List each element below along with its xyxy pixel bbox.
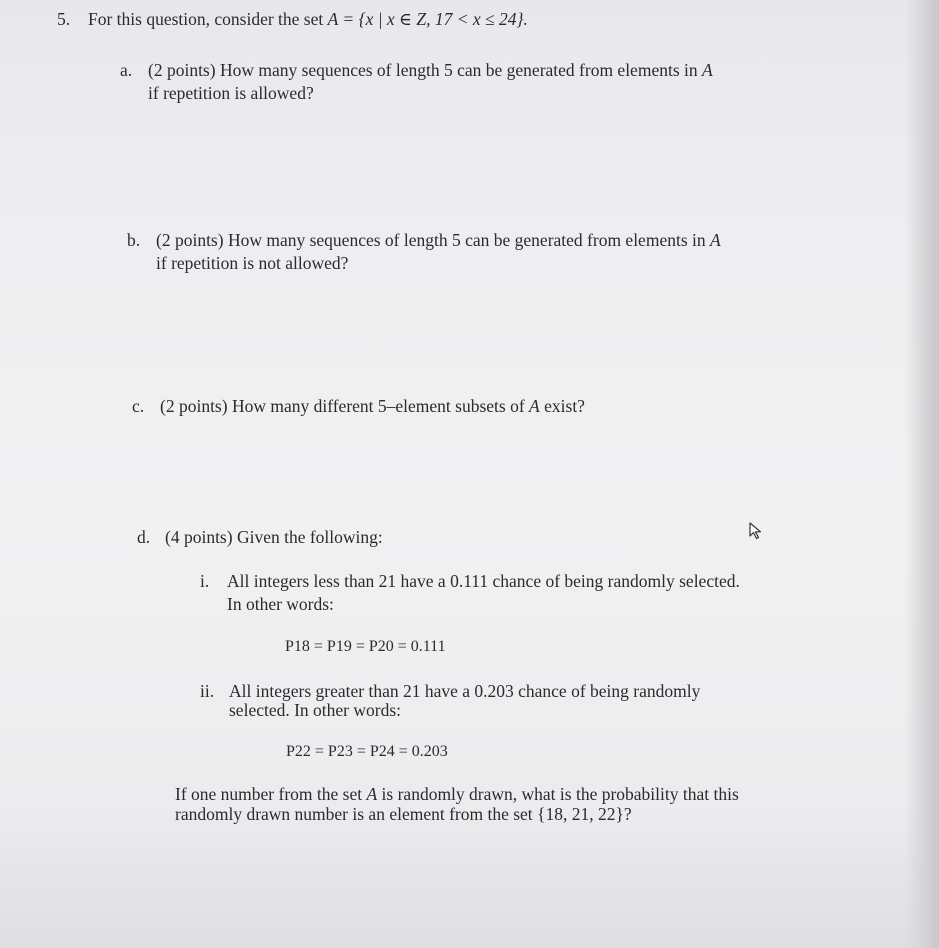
part-d-question-line2: randomly drawn number is an element from the set {18, 21, 22}? bbox=[175, 804, 632, 824]
question-number: 5. bbox=[57, 9, 71, 29]
page-edge-shadow bbox=[905, 0, 939, 948]
part-d-question-pre: If one number from the set bbox=[175, 784, 363, 804]
mouse-pointer-icon bbox=[749, 522, 765, 540]
set-variable: A bbox=[529, 396, 540, 416]
question-intro bbox=[88, 8, 528, 30]
set-definition: A = {x | x ∈ Z, 17 < x ≤ 24}. bbox=[327, 9, 528, 29]
part-a-label: a. bbox=[120, 60, 133, 80]
part-a-line1 bbox=[148, 59, 713, 81]
part-d-i-line2: In other words: bbox=[227, 594, 334, 614]
part-c-text bbox=[160, 395, 585, 417]
part-d-ii-equation: P22 = P23 = P24 = 0.203 bbox=[286, 743, 448, 760]
set-variable: A bbox=[366, 784, 378, 804]
set-variable: A bbox=[710, 230, 721, 250]
part-b-text: (2 points) How many sequences of length 5 can be generated from elements in bbox=[156, 230, 706, 250]
part-d-label: d. bbox=[137, 527, 151, 547]
part-b-line1 bbox=[156, 229, 721, 251]
part-c-text-post: exist? bbox=[544, 396, 585, 416]
part-d-question-post: is randomly drawn, what is the probability that this bbox=[381, 784, 739, 804]
part-d-question-line1 bbox=[175, 783, 739, 805]
part-a-line2: if repetition is allowed? bbox=[148, 83, 314, 103]
part-d-ii-label: ii. bbox=[200, 681, 215, 701]
part-d-i-label: i. bbox=[200, 571, 210, 591]
part-a-text: (2 points) How many sequences of length 5 can be generated from elements in bbox=[148, 60, 698, 80]
part-c-label: c. bbox=[132, 396, 145, 416]
part-d-ii-line1: All integers greater than 21 have a 0.203 chance of being randomly bbox=[229, 681, 701, 701]
part-d-ii-line2: selected. In other words: bbox=[229, 700, 402, 720]
part-b-line2: if repetition is not allowed? bbox=[156, 253, 349, 273]
part-b-label: b. bbox=[127, 230, 141, 250]
part-c-text-pre: (2 points) How many different 5–element subsets of bbox=[160, 396, 525, 416]
part-d-i-line1: All integers less than 21 have a 0.111 chance of being randomly selected. bbox=[227, 571, 740, 591]
question-intro-text: For this question, consider the set bbox=[88, 9, 328, 29]
part-d-intro: (4 points) Given the following: bbox=[165, 527, 383, 547]
set-variable: A bbox=[702, 60, 713, 80]
part-d-i-equation: P18 = P19 = P20 = 0.111 bbox=[285, 638, 446, 655]
